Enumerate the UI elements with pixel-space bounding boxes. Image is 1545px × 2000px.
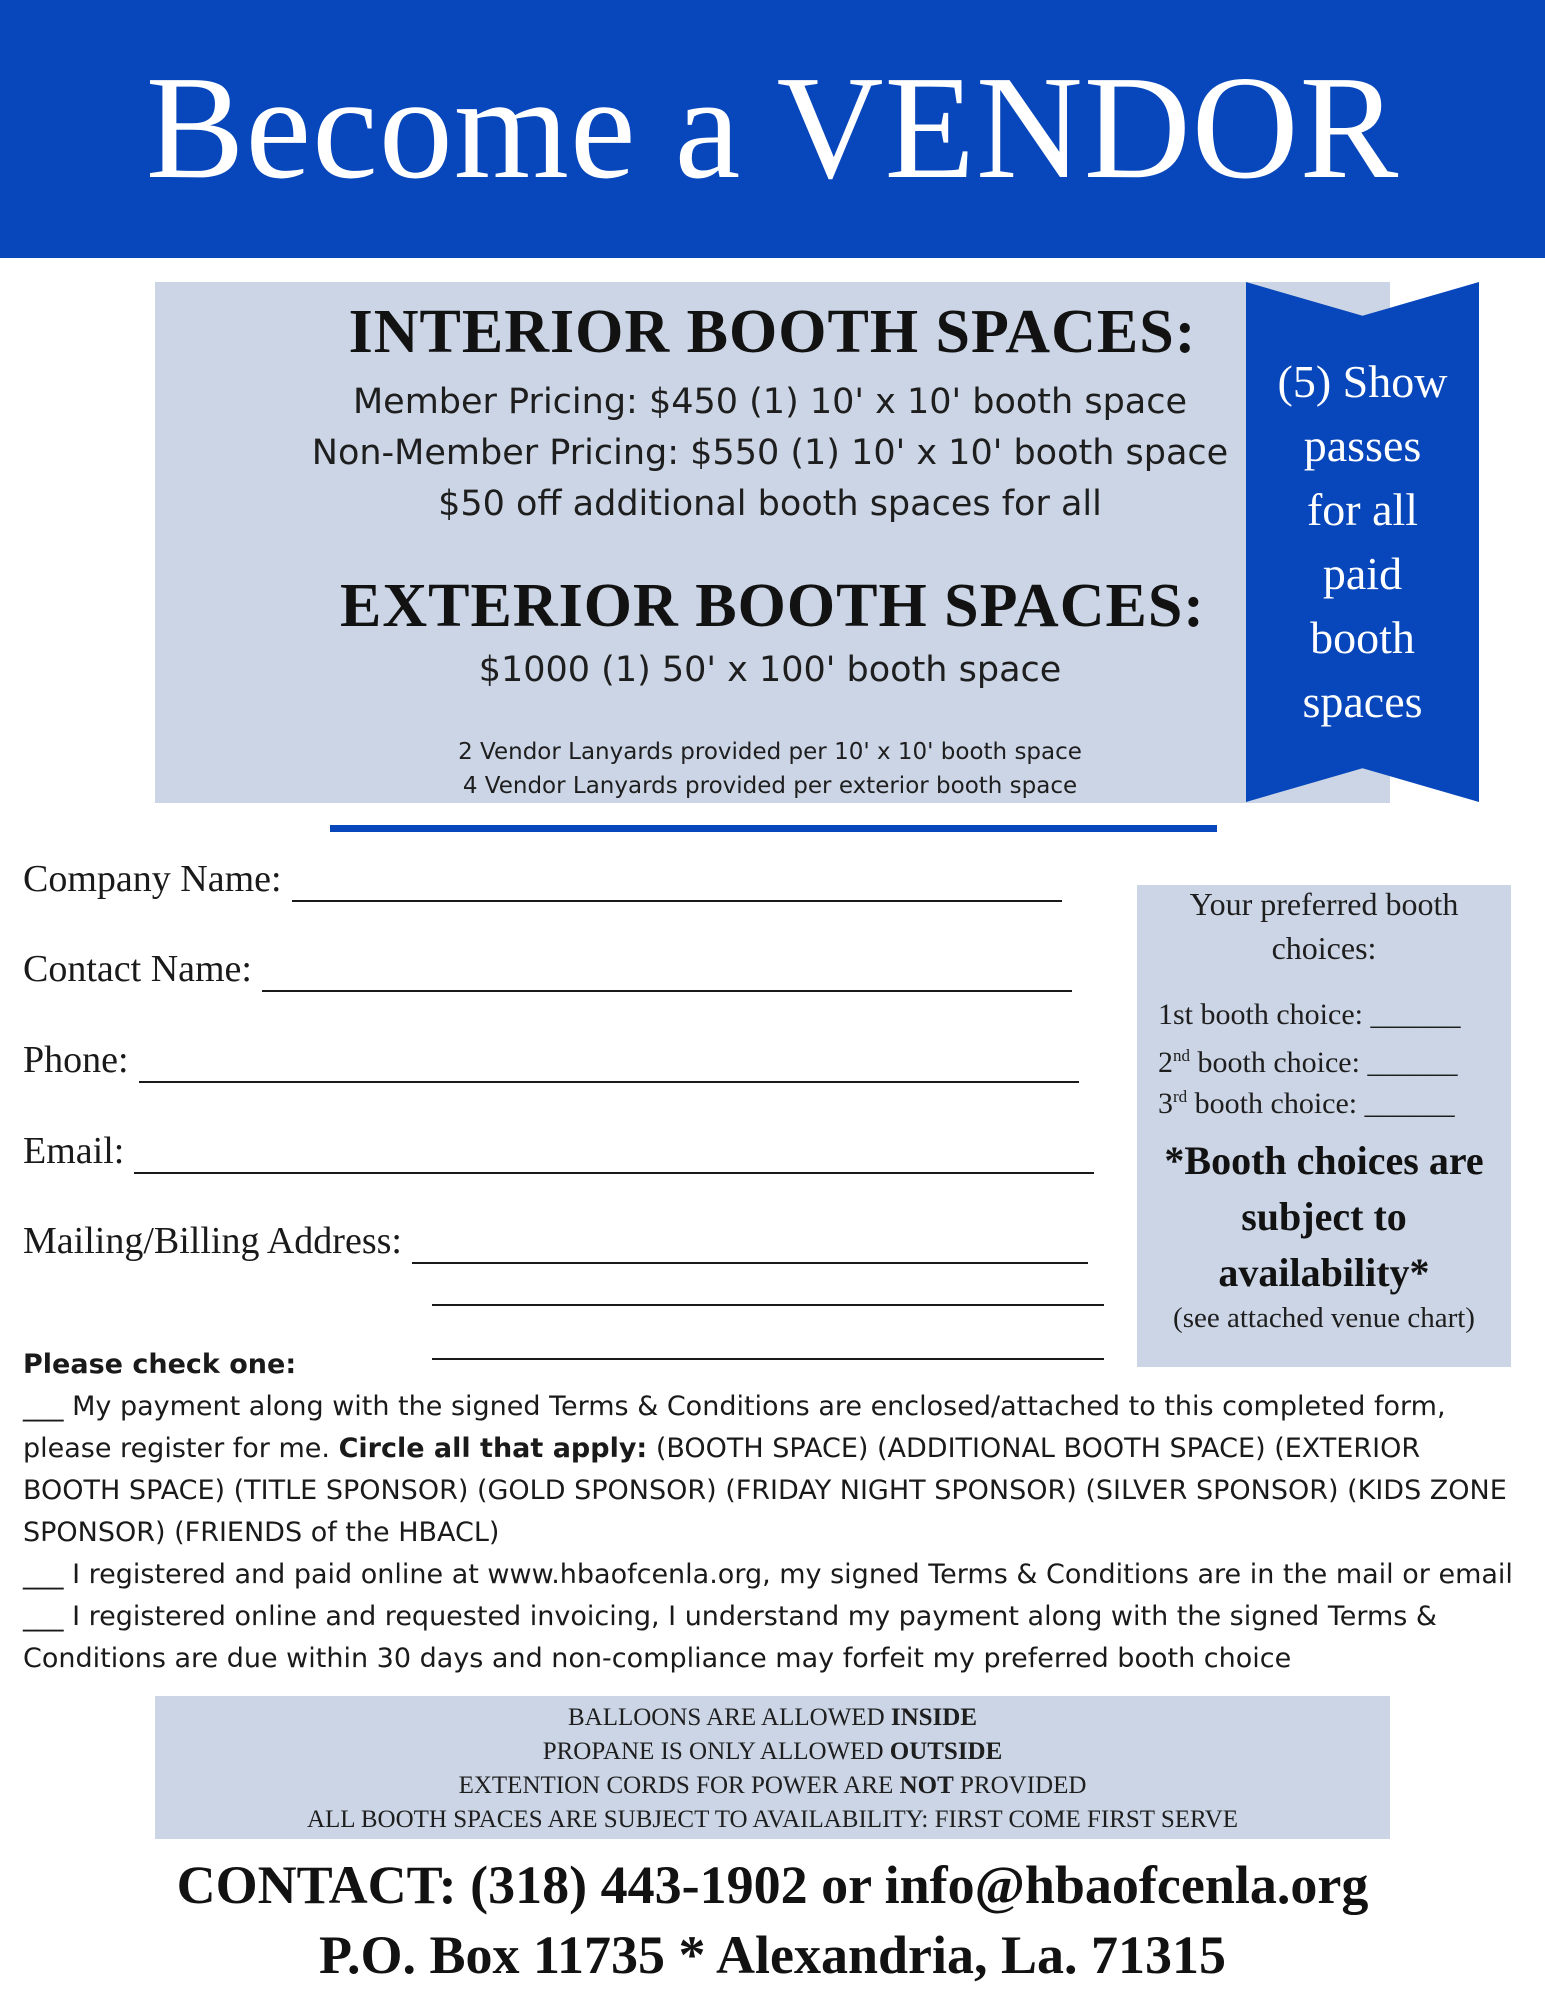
sponsor-options[interactable]: (BOOTH SPACE) (ADDITIONAL BOOTH SPACE) (EXTERIOR BOOTH SPACE) (TITLE SPONSOR) (GOLD SPONSOR) (FRIDAY NIGHT SPONSOR) (SILVER SPONSOR) (KIDS ZONE SPONSOR) (FRIENDS of the HBACL) xyxy=(23,1433,1507,1548)
option-1-text: ___ My payment along with the signed Terms & Conditions are enclosed/attached to this completed form, please register for me. xyxy=(23,1391,1446,1464)
phone-label: Phone: xyxy=(23,1039,129,1081)
contact-name-field[interactable] xyxy=(23,942,1072,992)
availability-note: *Booth choices are subject to availability* xyxy=(1164,1138,1484,1295)
additional-discount: $50 off additional booth spaces for all xyxy=(438,484,1102,524)
header-banner xyxy=(0,0,1545,258)
ribbon-line: passes xyxy=(1303,420,1422,471)
rules-text xyxy=(155,1701,1390,1837)
interior-heading: INTERIOR BOOTH SPACES: xyxy=(348,298,1197,366)
venue-chart-note: (see attached venue chart) xyxy=(1173,1302,1475,1334)
first-choice-label: booth choice: ______ xyxy=(1193,998,1461,1031)
rule-balloons: BALLOONS ARE ALLOWED INSIDE xyxy=(567,1704,978,1731)
email-label: Email: xyxy=(23,1130,125,1172)
third-choice-row[interactable] xyxy=(1158,1076,1455,1125)
second-choice-number: 2 xyxy=(1158,1046,1173,1079)
non-member-pricing: Non-Member Pricing: $550 (1) 10' x 10' booth space xyxy=(311,433,1229,473)
rule-extension-cords: EXTENTION CORDS FOR POWER ARE NOT PROVIDED xyxy=(458,1772,1087,1799)
company-name-label: Company Name: xyxy=(23,858,282,900)
first-choice-number: 1 xyxy=(1158,998,1173,1031)
address-field[interactable] xyxy=(23,1214,1088,1264)
address-line-1[interactable] xyxy=(412,1222,1088,1264)
preference-title: Your preferred booth choices: xyxy=(1189,886,1459,966)
email-field[interactable] xyxy=(23,1124,1094,1174)
company-name-field[interactable] xyxy=(23,852,1062,902)
contact-info: CONTACT: (318) 443-1902 or info@hbaofcenla.org xyxy=(176,1855,1369,1915)
ribbon-line: (5) Show xyxy=(1277,356,1448,407)
rule-availability: ALL BOOTH SPACES ARE SUBJECT TO AVAILABILITY: FIRST COME FIRST SERVE xyxy=(306,1806,1239,1833)
member-pricing: Member Pricing: $450 (1) 10' x 10' booth space xyxy=(352,382,1188,422)
page-title: Become a VENDOR xyxy=(145,46,1400,210)
contact-name-line[interactable] xyxy=(262,950,1072,992)
section-divider xyxy=(330,825,1217,832)
phone-field[interactable] xyxy=(23,1033,1079,1083)
rule-propane: PROPANE IS ONLY ALLOWED OUTSIDE xyxy=(542,1738,1003,1765)
option-invoicing[interactable]: ___ I registered online and requested invoicing, I understand my payment along with the signed Terms & Conditions are due within 30 days and non-compliance may forfeit my preferred booth choice xyxy=(23,1601,1437,1674)
exterior-heading: EXTERIOR BOOTH SPACES: xyxy=(340,572,1205,640)
third-choice-suffix: rd xyxy=(1173,1087,1188,1106)
address-line-2[interactable] xyxy=(432,1304,1104,1306)
lanyards-exterior: 4 Vendor Lanyards provided per exterior booth space xyxy=(462,773,1078,799)
check-heading: Please check one: xyxy=(23,1349,297,1380)
mailing-address: P.O. Box 11735 * Alexandria, La. 71315 xyxy=(318,1925,1227,1985)
exterior-pricing: $1000 (1) 50' x 100' booth space xyxy=(478,650,1062,690)
phone-line[interactable] xyxy=(139,1041,1079,1083)
second-choice-label: booth choice: ______ xyxy=(1190,1046,1458,1079)
third-choice-number: 3 xyxy=(1158,1087,1173,1120)
ribbon-line: for all xyxy=(1306,484,1419,535)
first-choice-row[interactable] xyxy=(1158,994,1460,1036)
lanyards-interior: 2 Vendor Lanyards provided per 10' x 10' booth space xyxy=(458,739,1082,765)
first-choice-suffix: st xyxy=(1173,998,1194,1031)
option-paid-online[interactable]: ___ I registered and paid online at www.hbaofcenla.org, my signed Terms & Conditions are in the mail or email xyxy=(23,1559,1513,1590)
ribbon-text xyxy=(1246,350,1479,734)
contact-name-label: Contact Name: xyxy=(23,948,252,990)
circle-all-label: Circle all that apply: xyxy=(338,1433,648,1464)
ribbon-line: spaces xyxy=(1302,676,1423,727)
company-name-line[interactable] xyxy=(292,860,1062,902)
ribbon-line: paid xyxy=(1322,548,1403,599)
third-choice-label: booth choice: ______ xyxy=(1187,1087,1455,1120)
address-label: Mailing/Billing Address: xyxy=(23,1220,402,1262)
second-choice-suffix: nd xyxy=(1173,1046,1190,1065)
email-line[interactable] xyxy=(134,1132,1094,1174)
option-enclosed-payment[interactable] xyxy=(23,1386,1523,1554)
ribbon-line: booth xyxy=(1310,612,1415,663)
check-options xyxy=(23,1344,1523,1680)
